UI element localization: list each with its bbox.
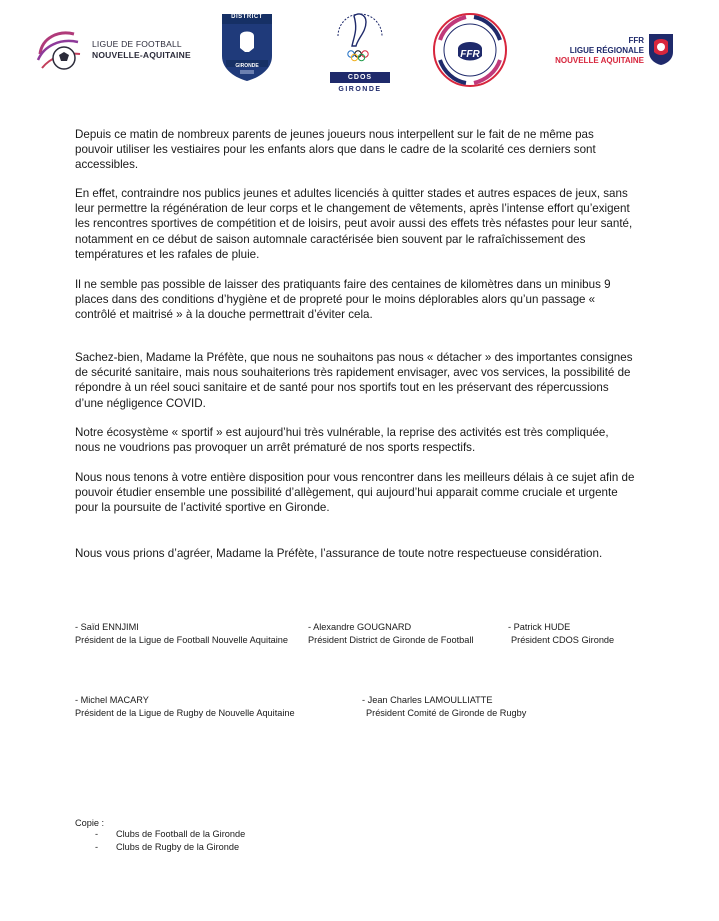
signature-name: - Saïd ENNJIMI (75, 622, 139, 632)
signature-lamoulliatte (362, 694, 526, 720)
ffr-line2: LIGUE RÉGIONALE (569, 46, 644, 55)
signature-title: Président Comité de Gironde de Rugby (366, 708, 527, 718)
cdos-logo (328, 2, 392, 98)
district-gironde-logo (218, 12, 276, 82)
paragraph-1: Depuis ce matin de nombreux parents de jeunes joueurs nous interpellent sur le fait de ne même pas pouvoir utiliser les vestiaires pour les enfants alors que dans le cadre de la scolarité ces derniers sont accessibles. (75, 128, 596, 172)
lfna-logo-text (92, 39, 191, 61)
signature-title: Président District de Gironde de Football (308, 635, 474, 645)
signature-title: Président CDOS Gironde (511, 635, 615, 645)
signature-title: Président de la Ligue de Rugby de Nouvelle Aquitaine (75, 708, 295, 718)
signature-hude (508, 621, 614, 647)
copy-item-rugby: Clubs de Rugby de la Gironde (116, 842, 240, 852)
district-top-text: DISTRICT (231, 14, 263, 20)
paragraph-5: Notre écosystème « sportif » est aujourd’hui très vulnérable, la reprise des activités est très compliquée, nous ne voudrions pas provoquer un arrêt prématuré de nos sports respectifs. (75, 426, 609, 455)
signature-macary (75, 694, 295, 720)
cdos-subtitle: GIRONDE (338, 86, 382, 93)
paragraph-4: Sachez-bien, Madame la Préfète, que nous ne souhaitons pas nous « détacher » des importantes consignes de sécurité sanitaire, mais nous souhaiterions très rapidement envisager, avec vos services, la possibilité de répondre à un réel souci sanitaire et de santé pour nos sportifs tout en les préservant des répercussions d’une négligence COVID. (75, 351, 633, 410)
olympic-rooster-icon (328, 2, 392, 70)
cdos-box: CDOS (330, 72, 390, 83)
signature-title: Président de la Ligue de Football Nouvelle Aquitaine (75, 635, 288, 645)
shield-icon (218, 12, 276, 82)
ffr-line1: FFR (628, 36, 644, 45)
ffr-center-text: FFR (460, 49, 480, 60)
header-logos (0, 0, 719, 100)
ffr-ligue-regionale-logo (528, 30, 678, 70)
signature-name: - Patrick HUDE (508, 622, 571, 632)
copy-item-football: Clubs de Football de la Gironde (116, 829, 246, 839)
lfna-line2: NOUVELLE-AQUITAINE (92, 50, 191, 60)
rugby-ring-icon (430, 10, 510, 90)
signature-name: - Jean Charles LAMOULLIATTE (362, 695, 493, 705)
copy-bullet: - (95, 842, 99, 852)
lfna-logo (34, 24, 194, 80)
signature-gougnard (308, 621, 473, 647)
signature-ennjimi (75, 621, 288, 647)
signature-name: - Alexandre GOUGNARD (308, 622, 412, 632)
copy-label: Copie : (75, 818, 105, 828)
paragraph-3: Il ne semble pas possible de laisser des pratiquants faire des centaines de kilomètres dans un minibus 9 places dans des conditions d’hygiène et de propreté pour le moins déplorables alors qu’un passage « contrôlé et maitrisé » à la douche permettrait d’éviter cela. (75, 278, 611, 322)
copy-bullet: - (95, 829, 99, 839)
signature-name: - Michel MACARY (75, 695, 149, 705)
lfna-line1: LIGUE DE FOOTBALL (92, 39, 182, 49)
paragraph-closing: Nous vous prions d’agréer, Madame la Préfète, l’assurance de toute notre respectueuse considération. (75, 547, 603, 560)
football-swirl-icon (34, 24, 90, 80)
paragraph-6: Nous nous tenons à votre entière disposition pour vous rencontrer dans les meilleurs délais à ce sujet afin de pouvoir étudier ensemble une possibilité d’allègement, qui aujourd’hui apparait comme cruciale et urgente pour la poursuite de l’activité sportive en Gironde. (75, 471, 635, 515)
paragraph-2: En effet, contraindre nos publics jeunes et adultes licenciés à quitter stades et autres espaces de jeux, sans leur permettre la régénération de leur corps et le changement de vêtements, après l’intense effort qu’exigent les rencontres sportives de compétition et de loisirs, peut avoir aussi des effets très néfastes pour leur santé, notamment en ce début de saison automnale caractérisée bien souvent par le rafraîchissement des températures et les rafales de pluie. (75, 187, 633, 261)
district-bottom-text: GIRONDE (235, 63, 259, 69)
ffr-line3: NOUVELLE AQUITAINE (555, 56, 644, 65)
ffr-logo-text (555, 36, 644, 66)
ffr-emblem-icon (646, 32, 676, 66)
comite-rugby-gironde-logo (430, 10, 510, 90)
